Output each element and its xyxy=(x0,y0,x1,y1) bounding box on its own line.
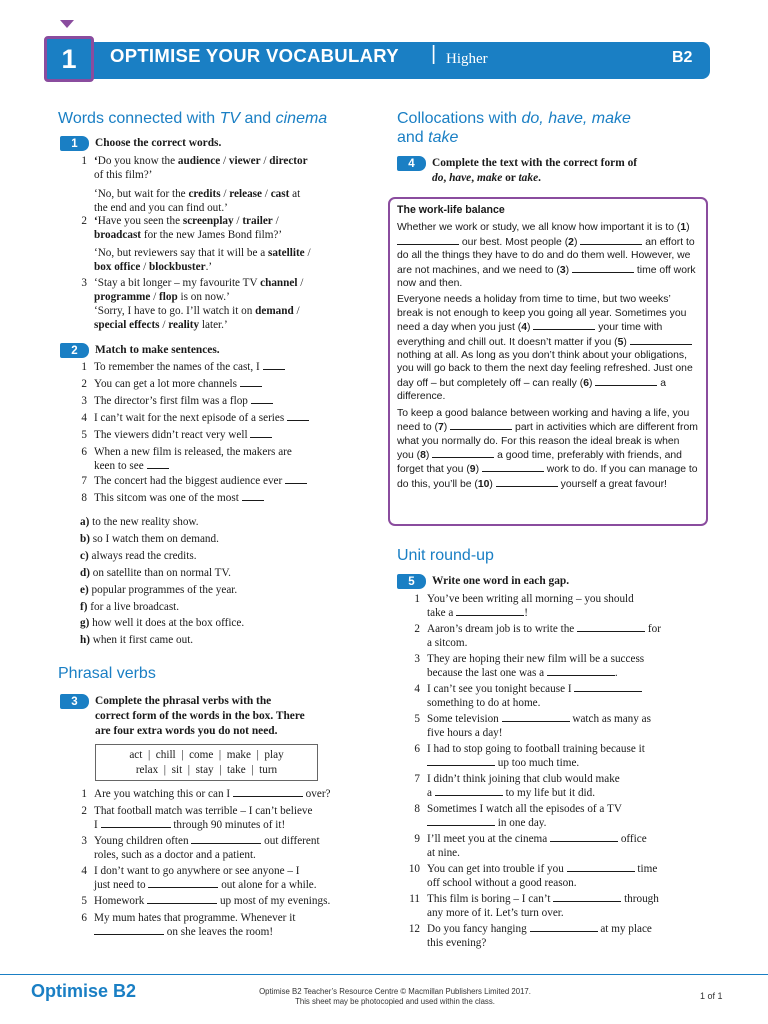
answer-gap xyxy=(456,606,524,616)
option-text: always read the credits. xyxy=(91,549,197,562)
answer-gap xyxy=(553,892,621,902)
match-option xyxy=(80,549,197,563)
item-text: This film is boring – I can’t through any more of it. Let’s turn over. xyxy=(427,893,659,919)
exercise-item xyxy=(72,894,372,908)
section-heading-tv-cinema xyxy=(58,109,327,128)
heading-text: and xyxy=(397,129,429,146)
answer-gap xyxy=(577,622,645,632)
exercise-item xyxy=(405,922,710,950)
item-text: I don’t want to go anywhere or see anyone – I just need to out alone for a while. xyxy=(94,865,317,891)
exercise-number-badge: 4 xyxy=(397,156,426,171)
option-text: how well it does at the box office. xyxy=(92,617,245,630)
exercise-item xyxy=(72,187,362,215)
reading-text-title: The work-life balance xyxy=(397,204,505,216)
section-heading-phrasal-verbs: Phrasal verbs xyxy=(58,665,156,682)
instruction-italic: have xyxy=(449,172,472,184)
unit-number-badge xyxy=(44,36,94,82)
exercise-instruction: Write one word in each gap. xyxy=(432,575,570,587)
item-number: 9 xyxy=(414,833,420,845)
item-number: 3 xyxy=(81,277,87,289)
section-heading-collocations xyxy=(397,109,631,147)
exercise-item xyxy=(405,742,710,770)
exercise-item xyxy=(72,445,362,473)
copyright-line: This sheet may be photocopied and used within the class. xyxy=(295,997,495,1006)
item-text: Sometimes I watch all the episodes of a TV in one day. xyxy=(427,803,622,829)
exercise-number-badge: 1 xyxy=(60,136,89,151)
item-text: I had to stop going to football training because it up too much time. xyxy=(427,743,645,769)
item-number: 1 xyxy=(81,788,87,800)
item-number: 3 xyxy=(414,653,420,665)
item-number: 4 xyxy=(81,412,87,424)
word-box xyxy=(95,744,318,781)
item-number: 1 xyxy=(81,155,87,167)
exercise-2-header xyxy=(60,343,220,358)
item-text: When a new film is released, the makers are keen to see xyxy=(94,446,292,472)
item-text: I can’t see you tonight because I something to do at home. xyxy=(427,682,710,710)
reading-paragraph: Everyone needs a holiday from time to time, but two weeks’ break is not enough to keep you going all year. Sometimes you need a day when you just (4) your time with everything and chill out. It doesn’t matter if you (5) nothing at all. As long as you don’t think about your obligations, you will go back to them the next day feeling refreshed. Just one day off – but completely off – can really (6) a difference. xyxy=(397,294,693,403)
option-letter: e) xyxy=(80,583,92,596)
option-text: popular programmes of the year. xyxy=(91,583,238,596)
answer-gap xyxy=(630,335,692,345)
option-letter: f) xyxy=(80,600,91,613)
item-number: 6 xyxy=(414,743,420,755)
item-text: I can’t wait for the next episode of a series xyxy=(94,411,362,425)
item-number: 10 xyxy=(408,863,420,875)
answer-gap xyxy=(147,894,217,904)
item-number: 2 xyxy=(81,215,87,227)
item-number: 12 xyxy=(408,923,420,935)
exercise-item xyxy=(72,834,372,862)
footer-divider xyxy=(0,974,768,975)
exercise-item xyxy=(405,622,710,650)
item-number: 8 xyxy=(81,492,87,504)
word-box-row: relax | sit | stay | take | turn xyxy=(135,764,278,776)
answer-gap xyxy=(250,428,272,438)
exercise-item xyxy=(72,377,362,391)
item-number: 3 xyxy=(81,835,87,847)
exercise-item xyxy=(72,428,362,442)
exercise-item xyxy=(405,772,710,800)
answer-gap xyxy=(435,786,503,796)
exercise-item xyxy=(72,491,362,505)
item-text: The concert had the biggest audience ever xyxy=(94,474,362,488)
item-number: 2 xyxy=(414,623,420,635)
exercise-item xyxy=(72,394,362,408)
footer-copyright xyxy=(240,987,550,1007)
copyright-line: Optimise B2 Teacher’s Resource Centre © Macmillan Publishers Limited 2017. xyxy=(259,987,531,996)
item-text: Do you fancy hanging at my place this evening? xyxy=(427,923,652,949)
answer-gap xyxy=(287,411,309,421)
option-text: when it first came out. xyxy=(92,634,194,647)
level-label: Higher xyxy=(446,51,488,67)
exercise-item xyxy=(72,787,372,801)
exercise-item xyxy=(72,804,372,832)
item-number: 6 xyxy=(81,912,87,924)
exercise-item xyxy=(405,712,710,740)
item-text: Homework up most of my evenings. xyxy=(94,895,331,907)
answer-gap xyxy=(233,787,303,797)
match-option xyxy=(80,633,193,647)
match-option xyxy=(80,566,231,580)
option-letter: a) xyxy=(80,516,93,528)
item-text: ‘Sorry, I have to go. I’ll watch it on demand / special effects / reality later.’ xyxy=(94,305,300,331)
answer-gap xyxy=(427,816,495,826)
item-number: 2 xyxy=(81,378,87,390)
item-number: 1 xyxy=(81,361,87,373)
exercise-item xyxy=(72,360,362,374)
word-box-row: act | chill | come | make | play xyxy=(129,749,284,761)
answer-gap xyxy=(595,376,657,386)
item-text: You can get a lot more channels xyxy=(94,377,362,391)
match-option xyxy=(80,600,179,614)
instruction-italic: take xyxy=(518,172,539,184)
exercise-instruction: Complete the text with the correct form of do, have, make or take. xyxy=(432,157,638,184)
item-number: 7 xyxy=(81,475,87,487)
answer-gap xyxy=(432,448,494,458)
item-number: 5 xyxy=(81,429,87,441)
answer-gap xyxy=(580,235,642,245)
item-number xyxy=(72,187,87,215)
heading-italic: TV xyxy=(219,110,241,127)
item-text: ‘Stay a bit longer – my favourite TV channel / programme / flop is on now.’ xyxy=(94,277,304,303)
answer-gap xyxy=(147,459,169,469)
item-number xyxy=(72,246,87,274)
item-number: 7 xyxy=(414,773,420,785)
match-option xyxy=(80,616,244,630)
item-number: 8 xyxy=(414,803,420,815)
item-number: 3 xyxy=(81,395,87,407)
reading-text-box xyxy=(388,197,708,526)
item-number: 11 xyxy=(409,893,420,905)
item-number: 5 xyxy=(414,713,420,725)
answer-gap xyxy=(191,834,261,844)
instruction-line: Complete the phrasal verbs with the xyxy=(95,695,272,707)
heading-text: Words connected with xyxy=(58,110,220,127)
exercise-4-header xyxy=(397,156,637,186)
unit-marker-arrow-icon xyxy=(60,20,74,28)
item-number: 1 xyxy=(414,593,420,605)
answer-gap xyxy=(496,477,558,487)
item-number xyxy=(72,304,87,332)
answer-gap xyxy=(482,462,544,472)
item-text: I’ll meet you at the cinema office at nine. xyxy=(427,833,647,859)
match-option xyxy=(80,532,219,546)
option-letter: b) xyxy=(80,532,93,545)
item-text: ‘Have you seen the screenplay / trailer / broadcast for the new James Bond film?’ xyxy=(94,215,283,241)
answer-gap xyxy=(550,832,618,842)
item-number: 6 xyxy=(81,446,87,458)
answer-gap xyxy=(567,862,635,872)
instruction-line: Complete the text with the correct form of xyxy=(432,157,638,169)
exercise-item xyxy=(72,214,362,242)
exercise-item xyxy=(405,682,710,710)
item-text: That football match was terrible – I can’t believe I through 90 minutes of it! xyxy=(94,805,313,831)
heading-italic: take xyxy=(428,129,459,146)
instruction-line: are four extra words you do not need. xyxy=(95,725,278,737)
answer-gap xyxy=(240,377,262,387)
exercise-item xyxy=(405,652,710,680)
answer-gap xyxy=(533,320,595,330)
match-option xyxy=(80,583,237,597)
exercise-instruction: Match to make sentences. xyxy=(95,344,220,356)
item-text: To remember the names of the cast, I xyxy=(94,360,362,374)
exercise-number-badge: 5 xyxy=(397,574,426,589)
section-heading-unit-round-up: Unit round-up xyxy=(397,547,494,564)
title-separator: | xyxy=(431,43,437,65)
exercise-number-badge: 3 xyxy=(60,694,89,709)
answer-gap xyxy=(574,682,642,692)
exercise-item xyxy=(72,911,372,939)
option-letter: h) xyxy=(80,634,93,647)
answer-gap xyxy=(547,666,615,676)
cefr-level: B2 xyxy=(672,49,693,66)
answer-gap xyxy=(242,491,264,501)
exercise-item xyxy=(72,304,362,332)
answer-gap xyxy=(148,878,218,888)
answer-gap xyxy=(101,818,171,828)
answer-gap xyxy=(572,263,634,273)
item-number: 4 xyxy=(414,683,420,695)
reading-paragraph: To keep a good balance between working and having a life, you need to (7) part in activities which are different from what you normally do. For this reason the ideal break is when you (8) a good time, preferably with friends, and forget that you (9) work to do. If you can manage to do this, you’ll be (10) yourself a great favour! xyxy=(397,407,698,490)
match-option xyxy=(80,515,199,529)
heading-italic: cinema xyxy=(275,110,328,127)
instruction-italic: make xyxy=(476,172,503,184)
exercise-item xyxy=(405,832,710,860)
option-letter: d) xyxy=(80,566,93,579)
item-text: You can get into trouble if you time off school without a good reason. xyxy=(427,863,658,889)
unit-number: 1 xyxy=(61,44,77,74)
item-text: You’ve been writing all morning – you should take a ! xyxy=(427,593,634,619)
exercise-item xyxy=(72,246,362,274)
answer-gap xyxy=(427,756,495,766)
item-text: The director’s first film was a flop xyxy=(94,394,362,408)
option-text: for a live broadcast. xyxy=(90,600,180,613)
answer-gap xyxy=(502,712,570,722)
answer-gap xyxy=(530,922,598,932)
exercise-instruction xyxy=(95,694,305,739)
exercise-number-badge: 2 xyxy=(60,343,89,358)
item-text: They are hoping their new film will be a success because the last one was a . xyxy=(427,653,645,679)
option-text: so I watch them on demand. xyxy=(92,532,219,545)
item-text: My mum hates that programme. Whenever it on she leaves the room! xyxy=(94,912,296,938)
item-number: 5 xyxy=(81,895,87,907)
item-text: Young children often out different roles, such as a doctor and a patient. xyxy=(94,835,320,861)
item-text: I didn’t think joining that club would make a to my life but it did. xyxy=(427,773,620,799)
instruction-line: correct form of the words in the box. There xyxy=(95,710,305,722)
answer-gap xyxy=(251,394,273,404)
exercise-3-header xyxy=(60,694,305,739)
exercise-item xyxy=(72,411,362,425)
item-number: 4 xyxy=(81,865,87,877)
exercise-item xyxy=(405,862,710,890)
item-number: 2 xyxy=(81,805,87,817)
exercise-item xyxy=(72,276,362,304)
page-number: 1 of 1 xyxy=(700,991,723,1001)
instruction-italic: do xyxy=(432,172,444,184)
answer-gap xyxy=(450,420,512,430)
item-text: ‘Do you know the audience / viewer / director of this film?’ xyxy=(94,155,308,181)
option-text: to the new reality show. xyxy=(92,516,199,528)
option-letter: g) xyxy=(80,617,93,630)
option-text: on satellite than on normal TV. xyxy=(92,566,231,579)
item-text: The viewers didn’t react very well xyxy=(94,428,362,442)
option-letter: c) xyxy=(80,549,92,562)
heading-text: and xyxy=(240,110,276,127)
item-text: ‘No, but wait for the credits / release / cast at the end and you can find out.’ xyxy=(94,188,301,214)
item-text: Are you watching this or can I over? xyxy=(94,788,331,800)
item-text: Aaron’s dream job is to write the for a sitcom. xyxy=(427,623,661,649)
answer-gap xyxy=(285,474,307,484)
footer-brand: Optimise B2 xyxy=(31,981,137,1001)
exercise-item xyxy=(72,474,362,488)
answer-gap xyxy=(397,235,459,245)
heading-italic: do, have, make xyxy=(521,110,631,127)
answer-gap xyxy=(94,925,164,935)
worksheet-title: OPTIMISE YOUR VOCABULARY xyxy=(110,45,399,66)
heading-text: Collocations with xyxy=(397,110,522,127)
item-text: ‘No, but reviewers say that it will be a satellite / box office / blockbuster.’ xyxy=(94,247,311,273)
exercise-instruction: Choose the correct words. xyxy=(95,137,222,149)
item-text: This sitcom was one of the most xyxy=(94,491,362,505)
item-text: Some television watch as many as five hours a day! xyxy=(427,713,651,739)
exercise-item xyxy=(72,864,372,892)
reading-paragraph: Whether we work or study, we all know how important it is to (1) our best. Most people (2) an effort to do all the things they have to do and do them well. However, we are not machines, and we need to (3) time off work now and then. xyxy=(397,222,696,290)
exercise-5-header xyxy=(397,574,569,589)
exercise-1-header xyxy=(60,136,221,151)
exercise-item xyxy=(405,592,710,620)
exercise-item xyxy=(405,892,710,920)
answer-gap xyxy=(263,360,285,370)
exercise-item xyxy=(72,154,362,182)
exercise-item xyxy=(405,802,710,830)
